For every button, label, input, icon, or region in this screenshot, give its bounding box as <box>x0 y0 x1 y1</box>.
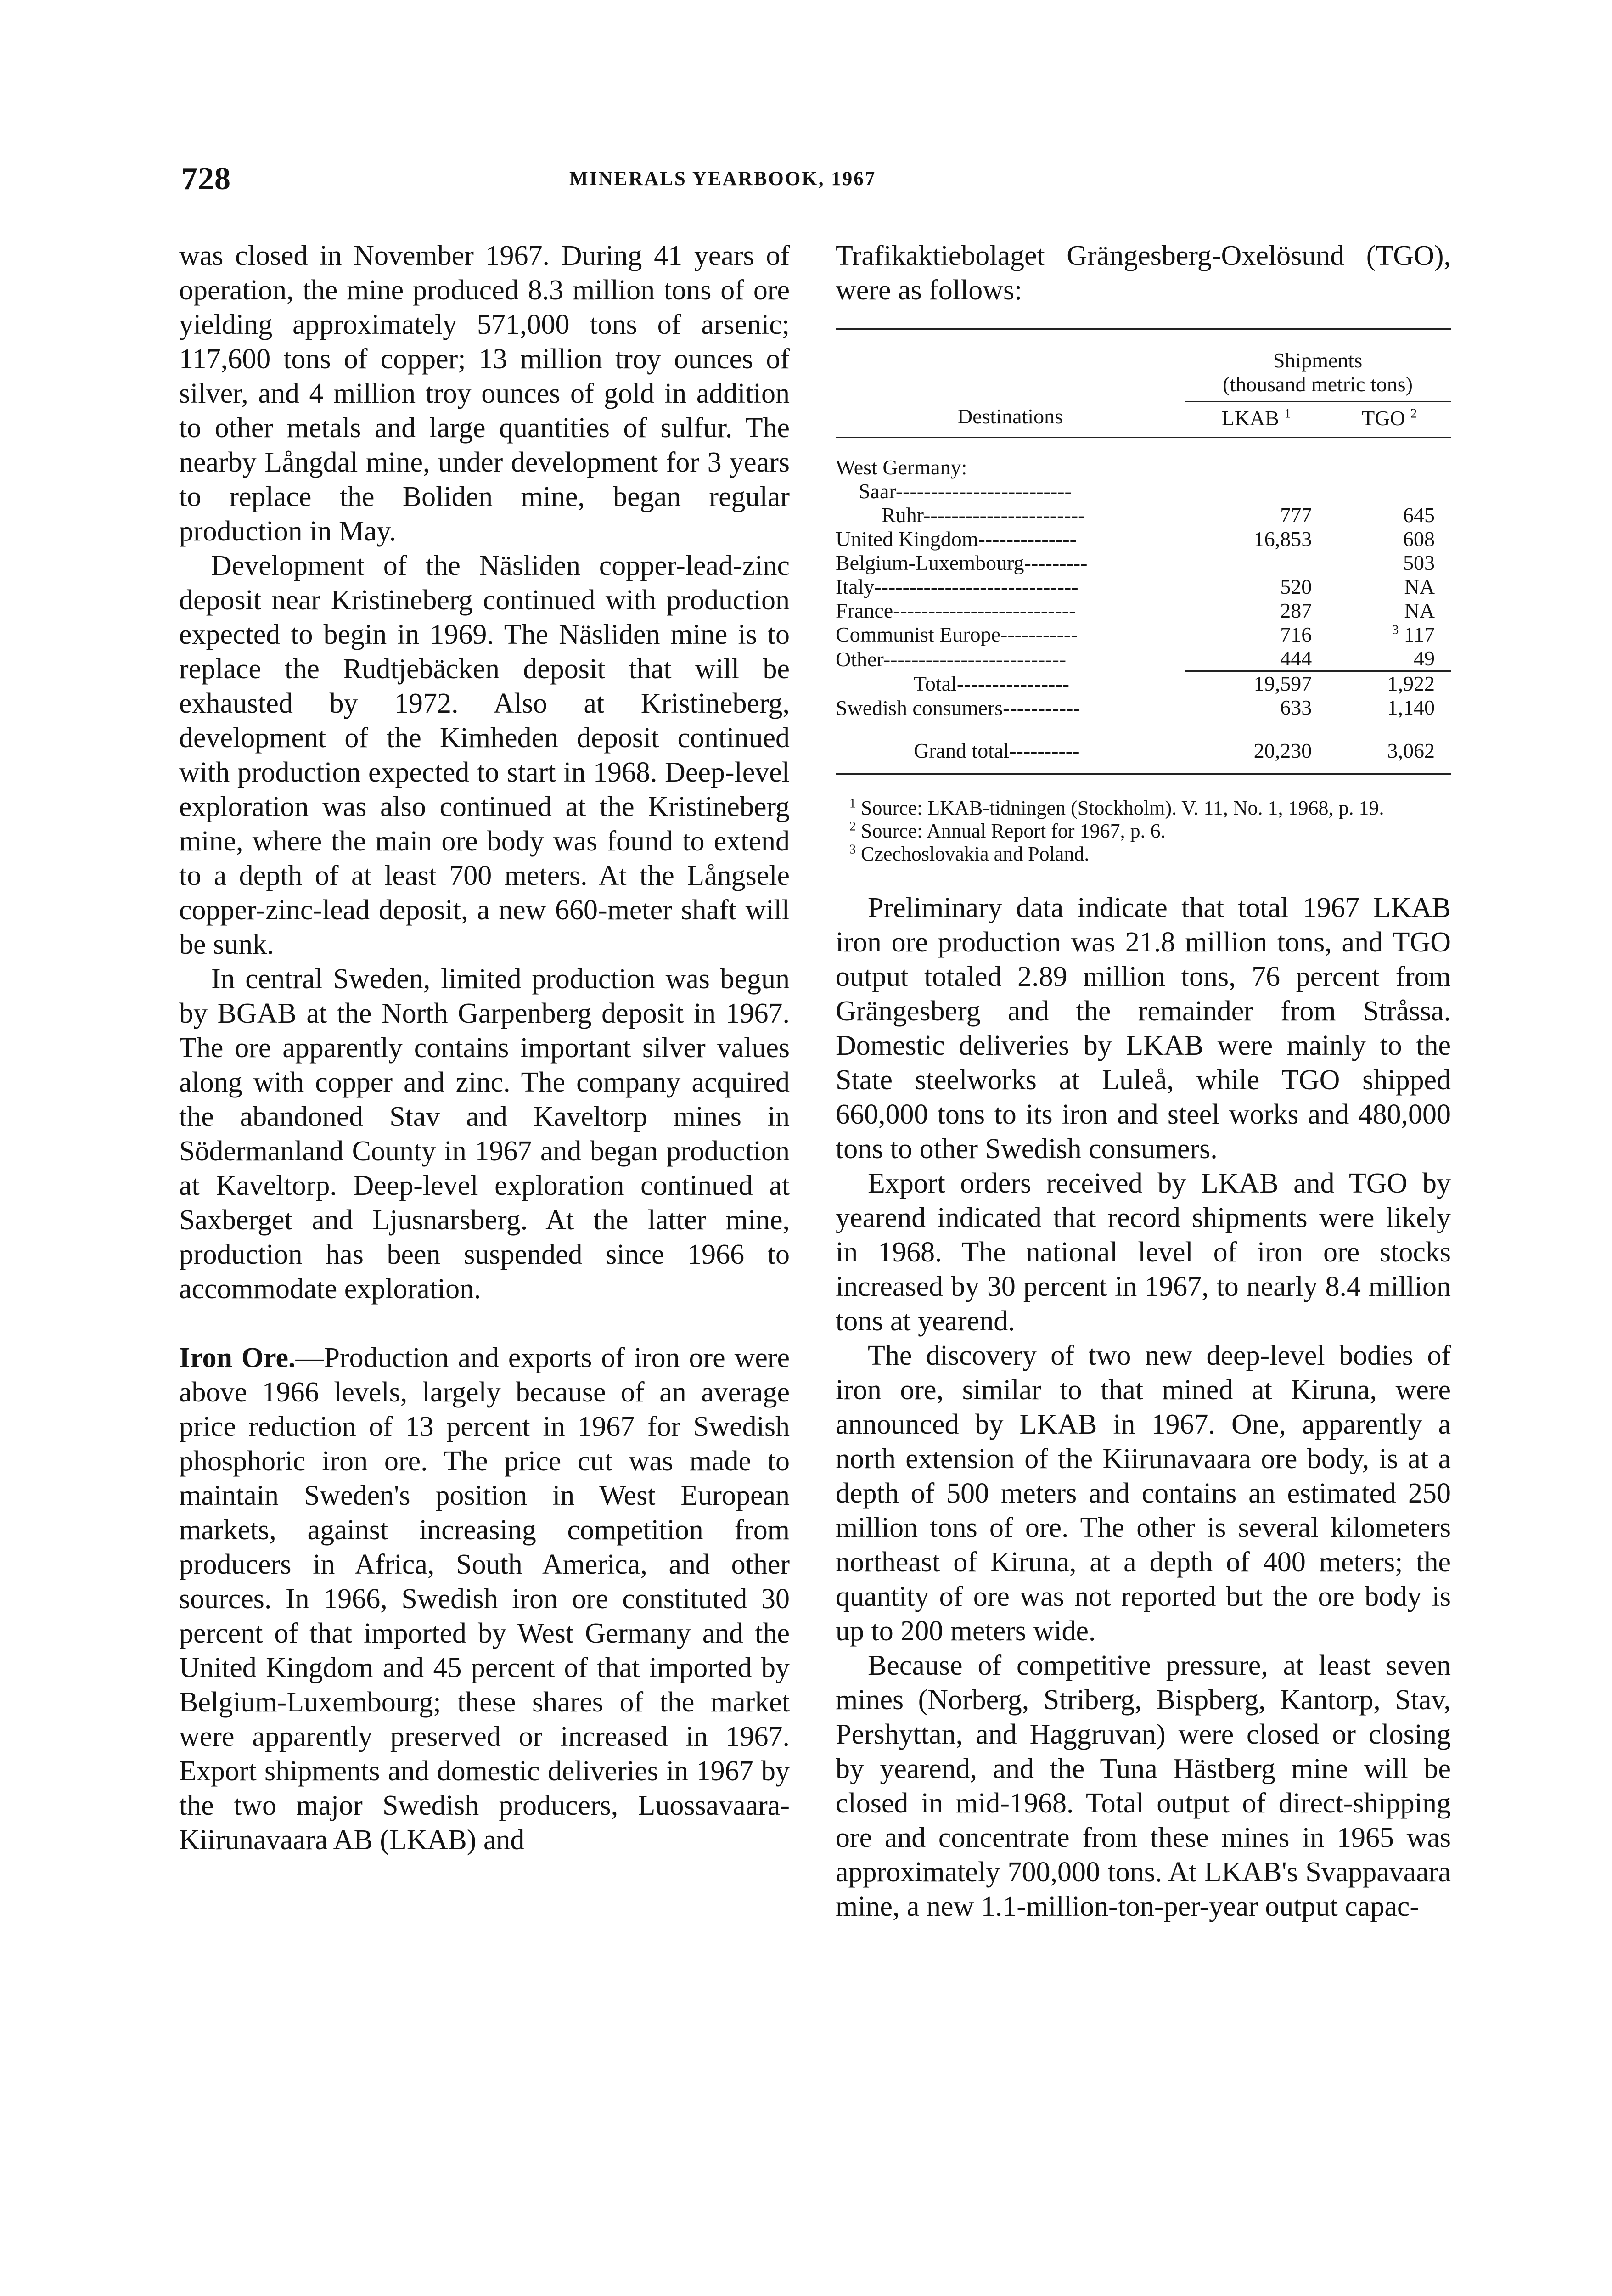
group-label: West Germany: <box>836 456 967 479</box>
row-label: Communist Europe----------- <box>836 623 1078 646</box>
right-column <box>836 239 1451 1924</box>
header-tgo: TGO $^2$ <box>1362 406 1417 430</box>
row-tgo: 645 <box>1403 503 1435 527</box>
iron-ore-heading: Iron Ore. <box>179 1342 296 1373</box>
table-row <box>836 479 1451 503</box>
row-lkab: 633 <box>1280 696 1312 719</box>
row-tgo: NA <box>1404 599 1435 622</box>
row-label: Other-------------------------- <box>836 647 1067 671</box>
row-tgo: 49 <box>1414 647 1435 670</box>
table-row <box>836 696 1451 720</box>
header-destinations: Destinations <box>957 405 1063 428</box>
table-row <box>836 647 1451 671</box>
row-lkab: 287 <box>1280 599 1312 622</box>
paragraph: Preliminary data indicate that total 1967 LKAB iron ore production was 21.8 million tons, and TGO output totaled 2.89 million tons, 76 percent from Grängesberg and the remainder from Stråssa. Domestic deliveries by LKAB were mainly to the State steelworks at Luleå, while TGO shipped 660,000 tons to its iron and steel works and 480,000 tons to other Swedish consumers. <box>836 892 1451 1165</box>
table-row <box>836 551 1451 575</box>
table-row <box>836 623 1451 647</box>
header-shipments <box>1185 330 1451 401</box>
header-shipments-title: Shipments <box>1273 349 1363 372</box>
row-tgo: 1,922 <box>1328 671 1451 696</box>
table-row <box>836 527 1451 551</box>
row-label: Belgium-Luxembourg--------- <box>836 551 1088 574</box>
row-label: France-------------------------- <box>836 599 1076 622</box>
row-label: United Kingdom-------------- <box>836 527 1077 551</box>
row-label: Ruhr----------------------- <box>882 503 1085 527</box>
paragraph: Development of the Näsliden copper-lead-zinc deposit near Kristineberg continued with production expected to begin in 1969. The Näsliden mine is to replace the Rudtjebäcken deposit that will be exhausted by 1972. Also at Kristineberg, development of the Kimheden deposit continued with production expected to start in 1968. Deep-level exploration was also continued at the Kristineberg mine, where the main ore body was found to extend to a depth of at least 700 meters. At the Långsele copper-zinc-lead deposit, a new 660-meter shaft will be sunk. <box>179 550 790 960</box>
table-intro: Trafikaktiebolaget Grängesberg-Oxelösund (TGO), were as follows: <box>836 240 1451 306</box>
row-lkab: 520 <box>1280 575 1312 598</box>
shipments-table <box>836 328 1451 775</box>
header-shipments-unit: (thousand metric tons) <box>1223 372 1413 396</box>
footnote: $^3$ Czechoslovakia and Poland. <box>849 842 1090 865</box>
row-tgo: 3,062 <box>1328 720 1451 773</box>
row-lkab: 777 <box>1280 503 1312 527</box>
footnote: $^2$ Source: Annual Report for 1967, p. 6. <box>849 819 1166 842</box>
paragraph: Because of competitive pressure, at least seven mines (Norberg, Striberg, Bispberg, Kantorp, Stav, Pershyttan, and Haggruvan) were closed or closing by yearend, and the Tuna Hästberg mine will be closed in mid-1968. Total output of direct-shipping ore and concentrate from these mines in 1965 was approximately 700,000 tons. At LKAB's Svappavaara mine, a new 1.1-million-ton-per-year output capac- <box>836 1650 1451 1922</box>
row-lkab: 19,597 <box>1185 671 1328 696</box>
paragraph: The discovery of two new deep-level bodies of iron ore, similar to that mined at Kiruna, were announced by LKAB in 1967. One, apparently a north extension of the Kiirunavaara ore body, is at a depth of 500 meters and contains an estimated 250 million tons of ore. The other is several kilometers northeast of Kiruna, at a depth of 400 meters; the quantity of ore was not reported but the ore body is up to 200 meters wide. <box>836 1340 1451 1647</box>
paragraph: Export orders received by LKAB and TGO by yearend indicated that record shipments were likely in 1968. The national level of iron ore stocks increased by 30 percent in 1967, to nearly 8.4 million tons at yearend. <box>836 1168 1451 1337</box>
row-lkab: 16,853 <box>1253 527 1312 551</box>
row-lkab <box>1185 479 1328 503</box>
row-label: Swedish consumers----------- <box>836 696 1080 720</box>
row-tgo: $^3$ 117 <box>1392 623 1435 646</box>
row-tgo <box>1328 479 1451 503</box>
row-tgo: 503 <box>1403 551 1435 574</box>
table-row <box>836 599 1451 623</box>
row-lkab <box>1185 551 1328 575</box>
row-tgo: 1,140 <box>1387 696 1435 719</box>
table-row <box>836 438 1451 479</box>
row-label: Saar------------------------- <box>859 479 1072 503</box>
row-tgo: NA <box>1404 575 1435 598</box>
row-tgo: 608 <box>1403 527 1435 551</box>
row-label: Italy----------------------------- <box>836 575 1078 598</box>
row-label: Grand total---------- <box>914 739 1080 762</box>
row-lkab: 716 <box>1280 623 1312 646</box>
paragraph: In central Sweden, limited production was begun by BGAB at the North Garpenberg deposit in 1967. The ore apparently contains important silver values along with copper and zinc. The company acquired the abandoned Stav and Kaveltorp mines in Södermanland County in 1967 and began production at Kaveltorp. Deep-level exploration continued at Saxberget and Ljusnarsberg. At the latter mine, production has been suspended since 1966 to accommodate exploration. <box>179 963 790 1305</box>
table-footnotes <box>836 797 1451 866</box>
iron-ore-paragraph <box>179 1341 790 1857</box>
running-title: MINERALS YEARBOOK, 1967 <box>569 168 876 190</box>
footnote: $^1$ Source: LKAB-tidningen (Stockholm). V. 11, No. 1, 1968, p. 19. <box>849 796 1384 819</box>
paragraph: was closed in November 1967. During 41 years of operation, the mine produced 8.3 million tons of ore yielding approximately 571,000 tons of arsenic; 117,600 tons of copper; 13 million troy ounces of silver, and 4 million troy ounces of gold in addition to other metals and large quantities of sulfur. The nearby Långdal mine, under development for 3 years to replace the Boliden mine, began regular production in May. <box>179 240 790 547</box>
row-lkab: 20,230 <box>1185 720 1328 773</box>
left-column <box>179 239 790 1857</box>
iron-ore-text: —Production and exports of iron ore were above 1966 levels, largely because of an average price reduction of 13 percent in 1967 for Swedish phosphoric iron ore. The price cut was made to maintain Sweden's position in West European markets, against increasing competition from producers in Africa, South America, and other sources. In 1966, Swedish iron ore constituted 30 percent of that imported by West Germany and the United Kingdom and 45 percent of that imported by Belgium-Luxembourg; these shares of the market were apparently preserved or increased in 1967. Export shipments and domestic deliveries in 1967 by the two major Swedish producers, Luossavaara-Kiirunavaara AB (LKAB) and <box>179 1342 790 1856</box>
header-lkab: LKAB $^1$ <box>1221 406 1291 430</box>
row-lkab: 444 <box>1280 647 1312 670</box>
table-bottom-rule <box>836 773 1451 775</box>
row-label: Total---------------- <box>914 672 1069 695</box>
table-row <box>836 503 1451 527</box>
table-row <box>836 575 1451 599</box>
table-row-total <box>836 671 1451 696</box>
table-row-grand-total <box>836 720 1451 773</box>
page-number: 728 <box>181 161 231 197</box>
